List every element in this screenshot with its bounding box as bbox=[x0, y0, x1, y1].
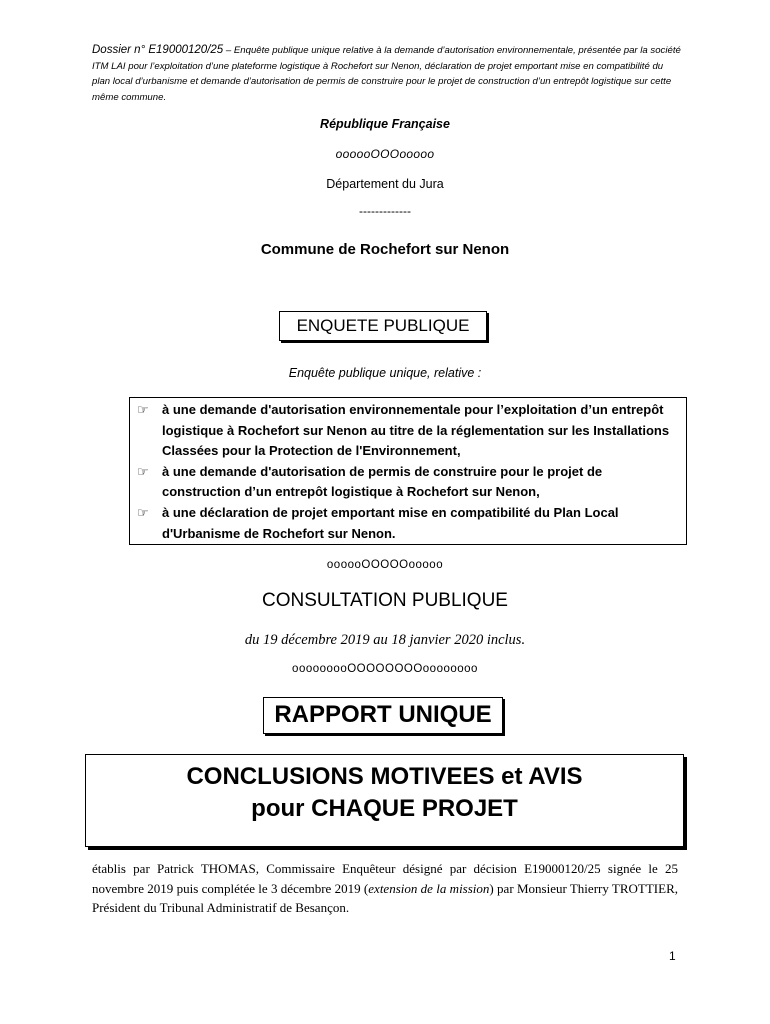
consultation-dates: du 19 décembre 2019 au 18 janvier 2020 inclus. bbox=[244, 632, 526, 648]
department-heading: Département du Jura bbox=[326, 177, 444, 191]
conclusions-title-line: CONCLUSIONS MOTIVEES et AVIS bbox=[186, 763, 583, 790]
author-paragraph bbox=[92, 859, 678, 918]
conclusions-title-line: pour CHAQUE PROJET bbox=[251, 795, 518, 822]
ornament-divider: ooooooooOOOOOOOOoooooooo bbox=[292, 663, 478, 675]
report-title-box: RAPPORT UNIQUE bbox=[263, 697, 503, 734]
author-text: ) par Monsieur Thierry TROTTIER, Président du Tribunal Administratif de Besançon. bbox=[92, 880, 678, 915]
dossier-number: Dossier n° E19000120/25 bbox=[92, 44, 224, 56]
ornament-divider: oooooOOOOOooooo bbox=[326, 559, 444, 571]
author-text: établis par Patrick THOMAS, Commissaire Enquêteur désigné par décision E19000120/25 signée le 25 novembre 2019 puis complétée le 3 décembre 2019 ( bbox=[92, 861, 678, 896]
inquiry-title-box: ENQUETE PUBLIQUE bbox=[279, 311, 487, 341]
inquiry-subtitle: Enquête publique unique, relative : bbox=[288, 366, 482, 380]
pointing-hand-icon: ☞ bbox=[137, 402, 149, 417]
ornament-divider: oooooOOOooooo bbox=[335, 147, 435, 161]
pointing-hand-icon: ☞ bbox=[137, 463, 149, 479]
list-item-text: à une déclaration de projet emportant mise en compatibilité du Plan Local d'Urbanisme de Rochefort sur Nenon. bbox=[162, 505, 619, 541]
consultation-heading: CONSULTATION PUBLIQUE bbox=[262, 590, 508, 611]
dossier-description: – Enquête publique unique relative à la demande d’autorisation environnementale, présentée par la société ITM LAI pour l’exploitation d’une plateforme logistique à Rochefort sur Nenon, déclaration de projet emportant mise en compatibilité du plan local d’urbanisme et demande d’autorisation de permis de construire pour le projet de construction d’un entrepôt logistique sur cette même commune. bbox=[92, 45, 681, 104]
dash-separator: ------------- bbox=[359, 204, 411, 218]
list-item-text: à une demande d'autorisation environnementale pour l’exploitation d’un entrepôt logistique à Rochefort sur Nenon au titre de la réglementation sur les Installations Classées pour la Protection de l'Environnement, bbox=[162, 402, 670, 459]
pointing-hand-icon: ☞ bbox=[137, 505, 149, 520]
page-number: 1 bbox=[669, 949, 676, 963]
commune-heading: Commune de Rochefort sur Nenon bbox=[260, 241, 510, 258]
list-item-text: à une demande d'autorisation de permis de construire pour le projet de construction d’un entrepôt logistique à Rochefort sur Nenon, bbox=[162, 463, 603, 500]
conclusions-box bbox=[85, 754, 684, 847]
dossier-reference bbox=[92, 43, 682, 106]
author-text-italic: extension de la mission bbox=[368, 880, 490, 896]
republic-heading: République Française bbox=[320, 117, 450, 131]
inquiry-items-box bbox=[129, 397, 687, 545]
